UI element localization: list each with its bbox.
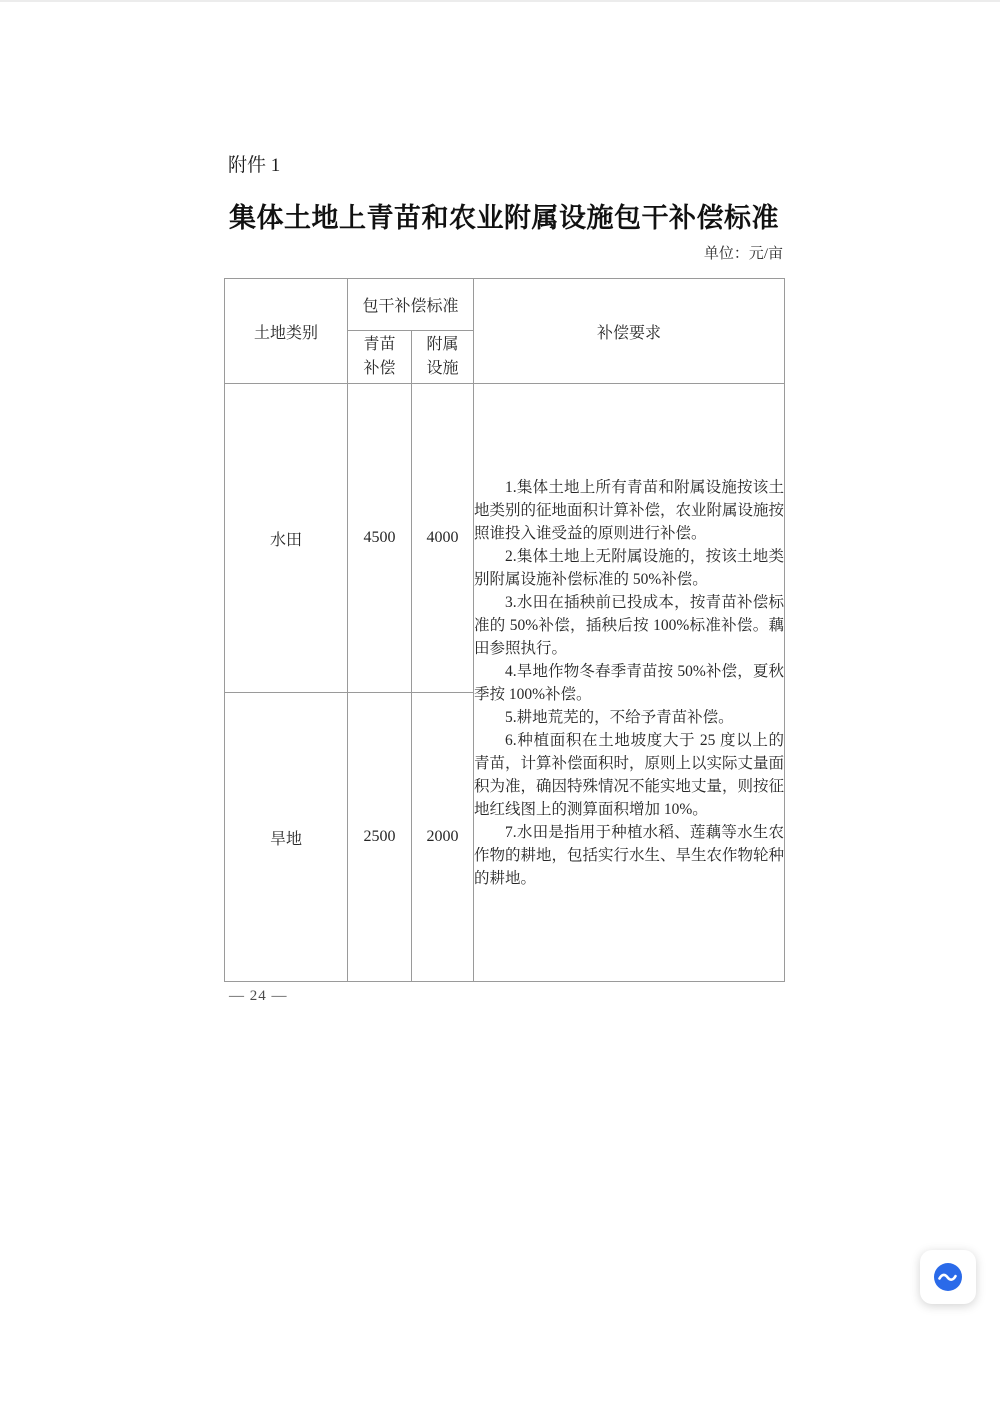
header-ancillary — [412, 331, 474, 384]
table-header-row-1 — [225, 279, 785, 331]
cell-young-crop-value: 2500 — [348, 693, 412, 982]
attachment-label: 附件 1 — [228, 155, 281, 176]
header-lump-sum-standard: 包干补偿标准 — [348, 279, 474, 331]
header-young-crop — [348, 331, 412, 384]
page-number: — 24 — — [229, 988, 288, 1004]
wave-logo-icon — [933, 1262, 963, 1292]
cell-young-crop-value: 4500 — [348, 384, 412, 693]
header-ancillary-label: 附属设施 — [426, 336, 459, 377]
page-top-edge — [0, 0, 1000, 2]
requirement-paragraph: 4.旱地作物冬春季青苗按 50%补偿，夏秋季按 100%补偿。 — [474, 662, 785, 703]
unit-note: 单位：元/亩 — [703, 246, 783, 262]
table-row — [225, 384, 785, 693]
requirement-paragraph: 1.集体土地上所有青苗和附属设施按该土地类别的征地面积计算补偿，农业附属设施按照谁投入谁受益的原则进行补偿。 — [474, 478, 785, 542]
page-title: 集体土地上青苗和农业附属设施包干补偿标准 — [229, 203, 779, 233]
cell-requirements — [474, 384, 785, 982]
cell-ancillary-value: 4000 — [412, 384, 474, 693]
header-young-crop-label: 青苗补偿 — [363, 336, 396, 377]
requirement-paragraph: 3.水田在插秧前已投成本，按青苗补偿标准的 50%补偿，插秧后按 100%标准补偿。藕田参照执行。 — [474, 593, 785, 657]
requirement-paragraph: 5.耕地荒芜的，不给予青苗补偿。 — [505, 708, 734, 726]
cell-land-category: 水田 — [225, 384, 348, 693]
requirement-paragraph: 2.集体土地上无附属设施的，按该土地类别附属设施补偿标准的 50%补偿。 — [474, 547, 785, 588]
floating-widget-button[interactable] — [920, 1250, 976, 1304]
header-requirements: 补偿要求 — [474, 279, 785, 384]
requirement-paragraph: 6.种植面积在土地坡度大于 25 度以上的青苗，计算补偿面积时，原则上以实际丈量面积为准，确因特殊情况不能实地丈量，则按征地红线图上的测算面积增加 10%。 — [474, 731, 785, 818]
cell-land-category: 旱地 — [225, 693, 348, 982]
compensation-table — [224, 278, 785, 982]
requirement-paragraph: 7.水田是指用于种植水稻、莲藕等水生农作物的耕地，包括实行水生、旱生农作物轮种的耕地。 — [474, 823, 785, 887]
header-land-category: 土地类别 — [225, 279, 348, 384]
cell-ancillary-value: 2000 — [412, 693, 474, 982]
